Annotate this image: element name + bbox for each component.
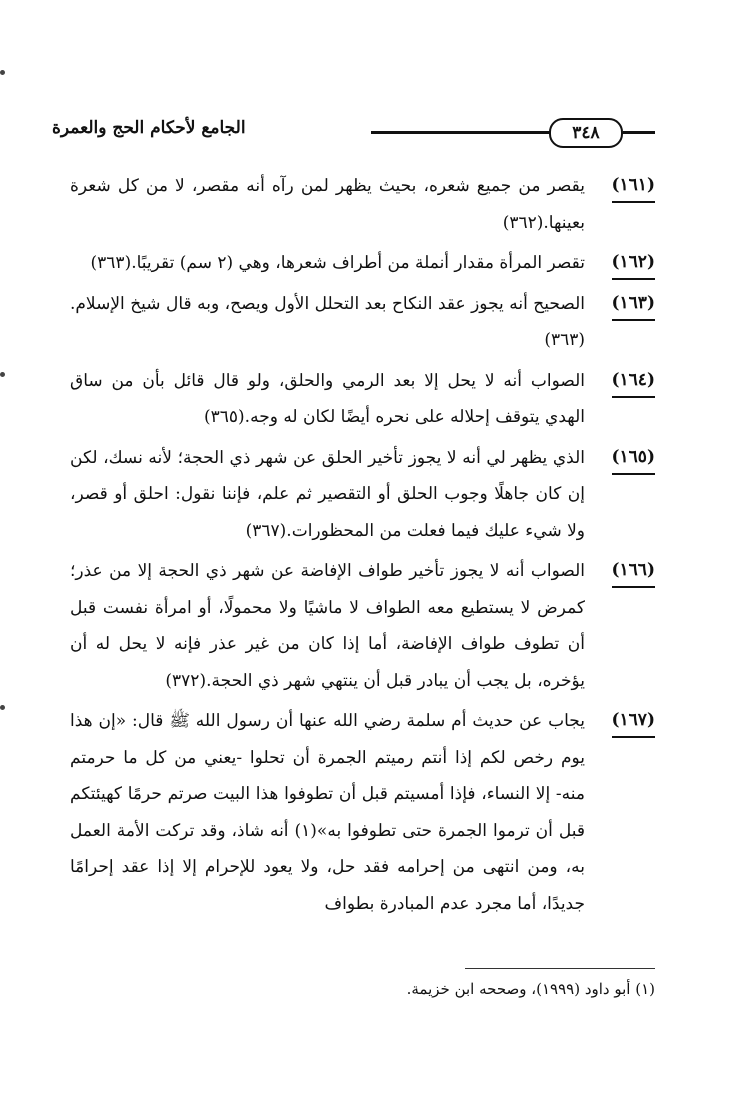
entry-162 [70,245,655,282]
page-number: ٣٤٨ [549,118,623,148]
entry-text: الصواب أنه لا يحل إلا بعد الرمي والحلق، ولو قال قائل بأن من ساق الهدي يتوقف إحلاله على نحره أيضًا لكان له وجه.(٣٦٥) [70,370,585,427]
entry-number: (١٦٤) [612,365,656,398]
entry-166 [70,553,655,699]
entries-list [70,168,655,926]
entry-text: الذي يظهر لي أنه لا يجوز تأخير الحلق عن شهر ذي الحجة؛ لأنه نسك، لكن إن كان جاهلًا وجوب الحلق أو التقصير ثم علم، فإننا نقول: احلق أو قصر، ولا شيء عليك فيما فعلت من المحظورات.(٣٦٧) [70,447,585,541]
entry-text: الصواب أنه لا يجوز تأخير طواف الإفاضة عن شهر ذي الحجة إلا من عذر؛ كمرض لا يستطيع معه الطواف لا ماشيًا ولا محمولًا، أو امرأة نفست قبل أن تطوف طواف الإفاضة، أما إذا كان من غير عذر فإنه لا يحل له أن يؤخره، بل يجب أن يبادر قبل أن ينتهي شهر ذي الحجة.(٣٧٢) [70,561,585,691]
entry-text: يجاب عن حديث أم سلمة رضي الله عنها أن رسول الله ﷺ قال: «إن هذا يوم رخص لكم إذا أنتم رميتم الجمرة أن تحلوا -يعني من كل ما حرمتم منه- إلا النساء، فإذا أمسيتم قبل أن تطوفوا هذا البيت صرتم حرمًا كهيئتكم قبل أن ترموا الجمرة حتى تطوفوا به»(١) أنه شاذ، وقد تركت الأمة العمل به، ومن انتهى من إحرامه فقد حل، ولا يعود للإحرام إلا إذا عقد إحرامًا جديدًا، أما مجرد عدم المبادرة بطواف [70,711,585,914]
entry-165 [70,440,655,550]
page-header [52,108,655,148]
running-title: الجامع لأحكام الحج والعمرة [52,118,246,138]
entry-167 [70,703,655,922]
entry-number: (١٦٧) [612,705,656,738]
entry-number: (١٦٥) [612,442,656,475]
entry-text: الصحيح أنه يجوز عقد النكاح بعد التحلل الأول ويصح، وبه قال شيخ الإسلام.(٣٦٣) [70,293,585,350]
footnote: (١) أبو داود (١٩٩٩)، وصححه ابن خزيمة. [406,980,655,998]
entry-text: يقصر من جميع شعره، بحيث يظهر لمن رآه أنه مقصر، لا من كل شعرة بعينها.(٣٦٢) [70,176,585,233]
footnote-separator [465,968,655,969]
entry-number: (١٦١) [612,170,656,203]
entry-number: (١٦٦) [612,555,656,588]
entry-161 [70,168,655,241]
entry-text: تقصر المرأة مقدار أنملة من أطراف شعرها، وهي (٢ سم) تقريبًا.(٣٦٣) [90,253,585,273]
entry-164 [70,363,655,436]
header-rule-right [623,131,655,134]
entry-number: (١٦٢) [612,247,656,280]
header-rule-middle [371,131,551,134]
margin-mark [0,372,5,377]
entry-163 [70,286,655,359]
entry-number: (١٦٣) [612,288,656,321]
margin-mark [0,705,5,710]
margin-mark [0,70,5,75]
